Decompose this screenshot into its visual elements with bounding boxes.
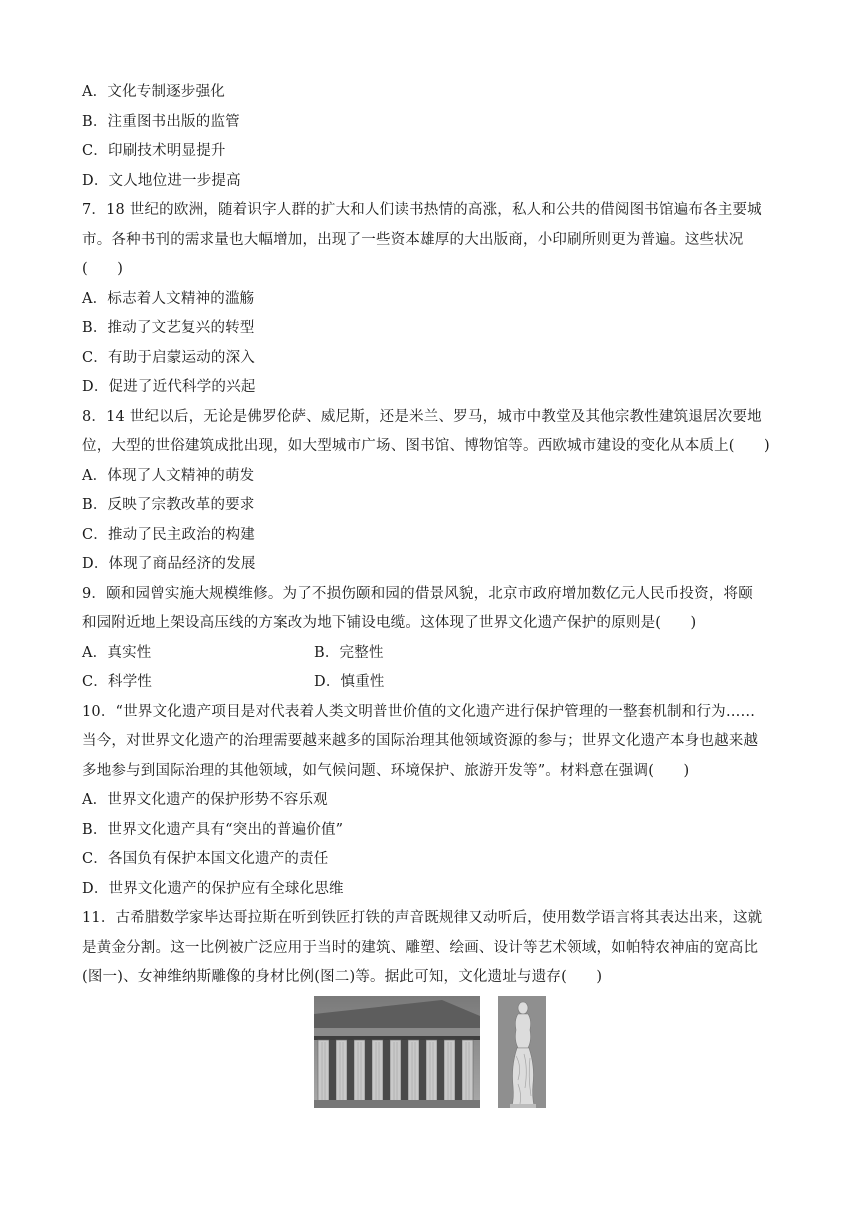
q6-option-a: A．文化专制逐步强化 (82, 84, 225, 100)
q9-option-d: D．慎重性 (314, 674, 385, 690)
q10-option-a: A．世界文化遗产的保护形势不容乐观 (82, 792, 328, 808)
q10-option-b: B．世界文化遗产具有“突出的普遍价值” (82, 821, 344, 838)
q8-stem-line-2: 位，大型的世俗建筑成批出现，如大型城市广场、图书馆、博物馆等。西欧城市建设的变化从本质上( ) (82, 438, 770, 454)
q7-option-a: A．标志着人文精神的滥觞 (82, 290, 255, 307)
q8-stem-line-1: 8．14 世纪以后，无论是佛罗伦萨、威尼斯，还是米兰、罗马，城市中教堂及其他宗教性建筑退居次要地 (82, 408, 762, 425)
q9-option-b: B．完整性 (314, 644, 384, 661)
q10-option-d: D．世界文化遗产的保护应有全球化思维 (82, 880, 344, 897)
q9-options-row-2 (82, 668, 782, 698)
venus-statue-photo (498, 996, 546, 1108)
q7-option-b: B．推动了文艺复兴的转型 (82, 320, 255, 336)
q8-option-b: B．反映了宗教改革的要求 (82, 497, 255, 513)
q6-option-d: D．文人地位进一步提高 (82, 172, 241, 189)
q10-stem-line-2: 当今，对世界文化遗产的治理需要越来越多的国际治理其他领域资源的参与；世界文化遗产本身也越来越 (82, 733, 759, 749)
q11-stem-line-3: (图一)、女神维纳斯雕像的身材比例(图二)等。据此可知，文化遗址与遗存( ) (82, 969, 603, 985)
q7-stem-line-3: ( ) (82, 261, 124, 277)
parthenon-photo (314, 996, 480, 1108)
q10-stem-line-1: 10．“世界文化遗产项目是对代表着人类文明普世价值的文化遗产进行保护管理的一整套机制和行为…… (82, 703, 756, 720)
q10-option-c: C．各国负有保护本国文化遗产的责任 (82, 851, 329, 867)
exam-page (82, 78, 782, 993)
q6-option-c: C．印刷技术明显提升 (82, 143, 226, 159)
q10-stem-line-3: 多地参与到国际治理的其他领域，如气候问题、环境保护、旅游开发等”。材料意在强调( ) (82, 762, 690, 779)
q9-option-a: A．真实性 (82, 644, 152, 661)
q11-figures (314, 996, 546, 1108)
q9-stem-line-1: 9．颐和园曾实施大规模维修。为了不损伤颐和园的借景风貌，北京市政府增加数亿元人民币投资，将颐 (82, 585, 753, 602)
q9-option-c: C．科学性 (82, 674, 153, 690)
q8-option-c: C．推动了民主政治的构建 (82, 526, 255, 543)
q7-stem-line-2: 市。各种书刊的需求量也大幅增加，出现了一些资本雄厚的大出版商，小印刷所则更为普遍。这些状况 (82, 231, 744, 248)
q7-option-d: D．促进了近代科学的兴起 (82, 379, 256, 395)
q6-option-b: B．注重图书出版的监管 (82, 113, 240, 130)
q11-stem-line-1: 11．古希腊数学家毕达哥拉斯在听到铁匠打铁的声音既规律又动听后，使用数学语言将其表达出来，这就 (82, 910, 763, 926)
q8-option-d: D．体现了商品经济的发展 (82, 556, 256, 572)
q11-stem-line-2: 是黄金分割。这一比例被广泛应用于当时的建筑、雕塑、绘画、设计等艺术领域，如帕特农神庙的宽高比 (82, 939, 759, 956)
q9-stem-line-2: 和园附近地上架设高压线的方案改为地下铺设电缆。这体现了世界文化遗产保护的原则是( ) (82, 615, 697, 631)
q8-option-a: A．体现了人文精神的萌发 (82, 467, 255, 484)
q9-options-row-1 (82, 639, 782, 669)
q7-stem-line-1: 7．18 世纪的欧洲，随着识字人群的扩大和人们读书热情的高涨，私人和公共的借阅图书馆遍布各主要城 (82, 202, 762, 218)
q7-option-c: C．有助于启蒙运动的深入 (82, 349, 255, 366)
